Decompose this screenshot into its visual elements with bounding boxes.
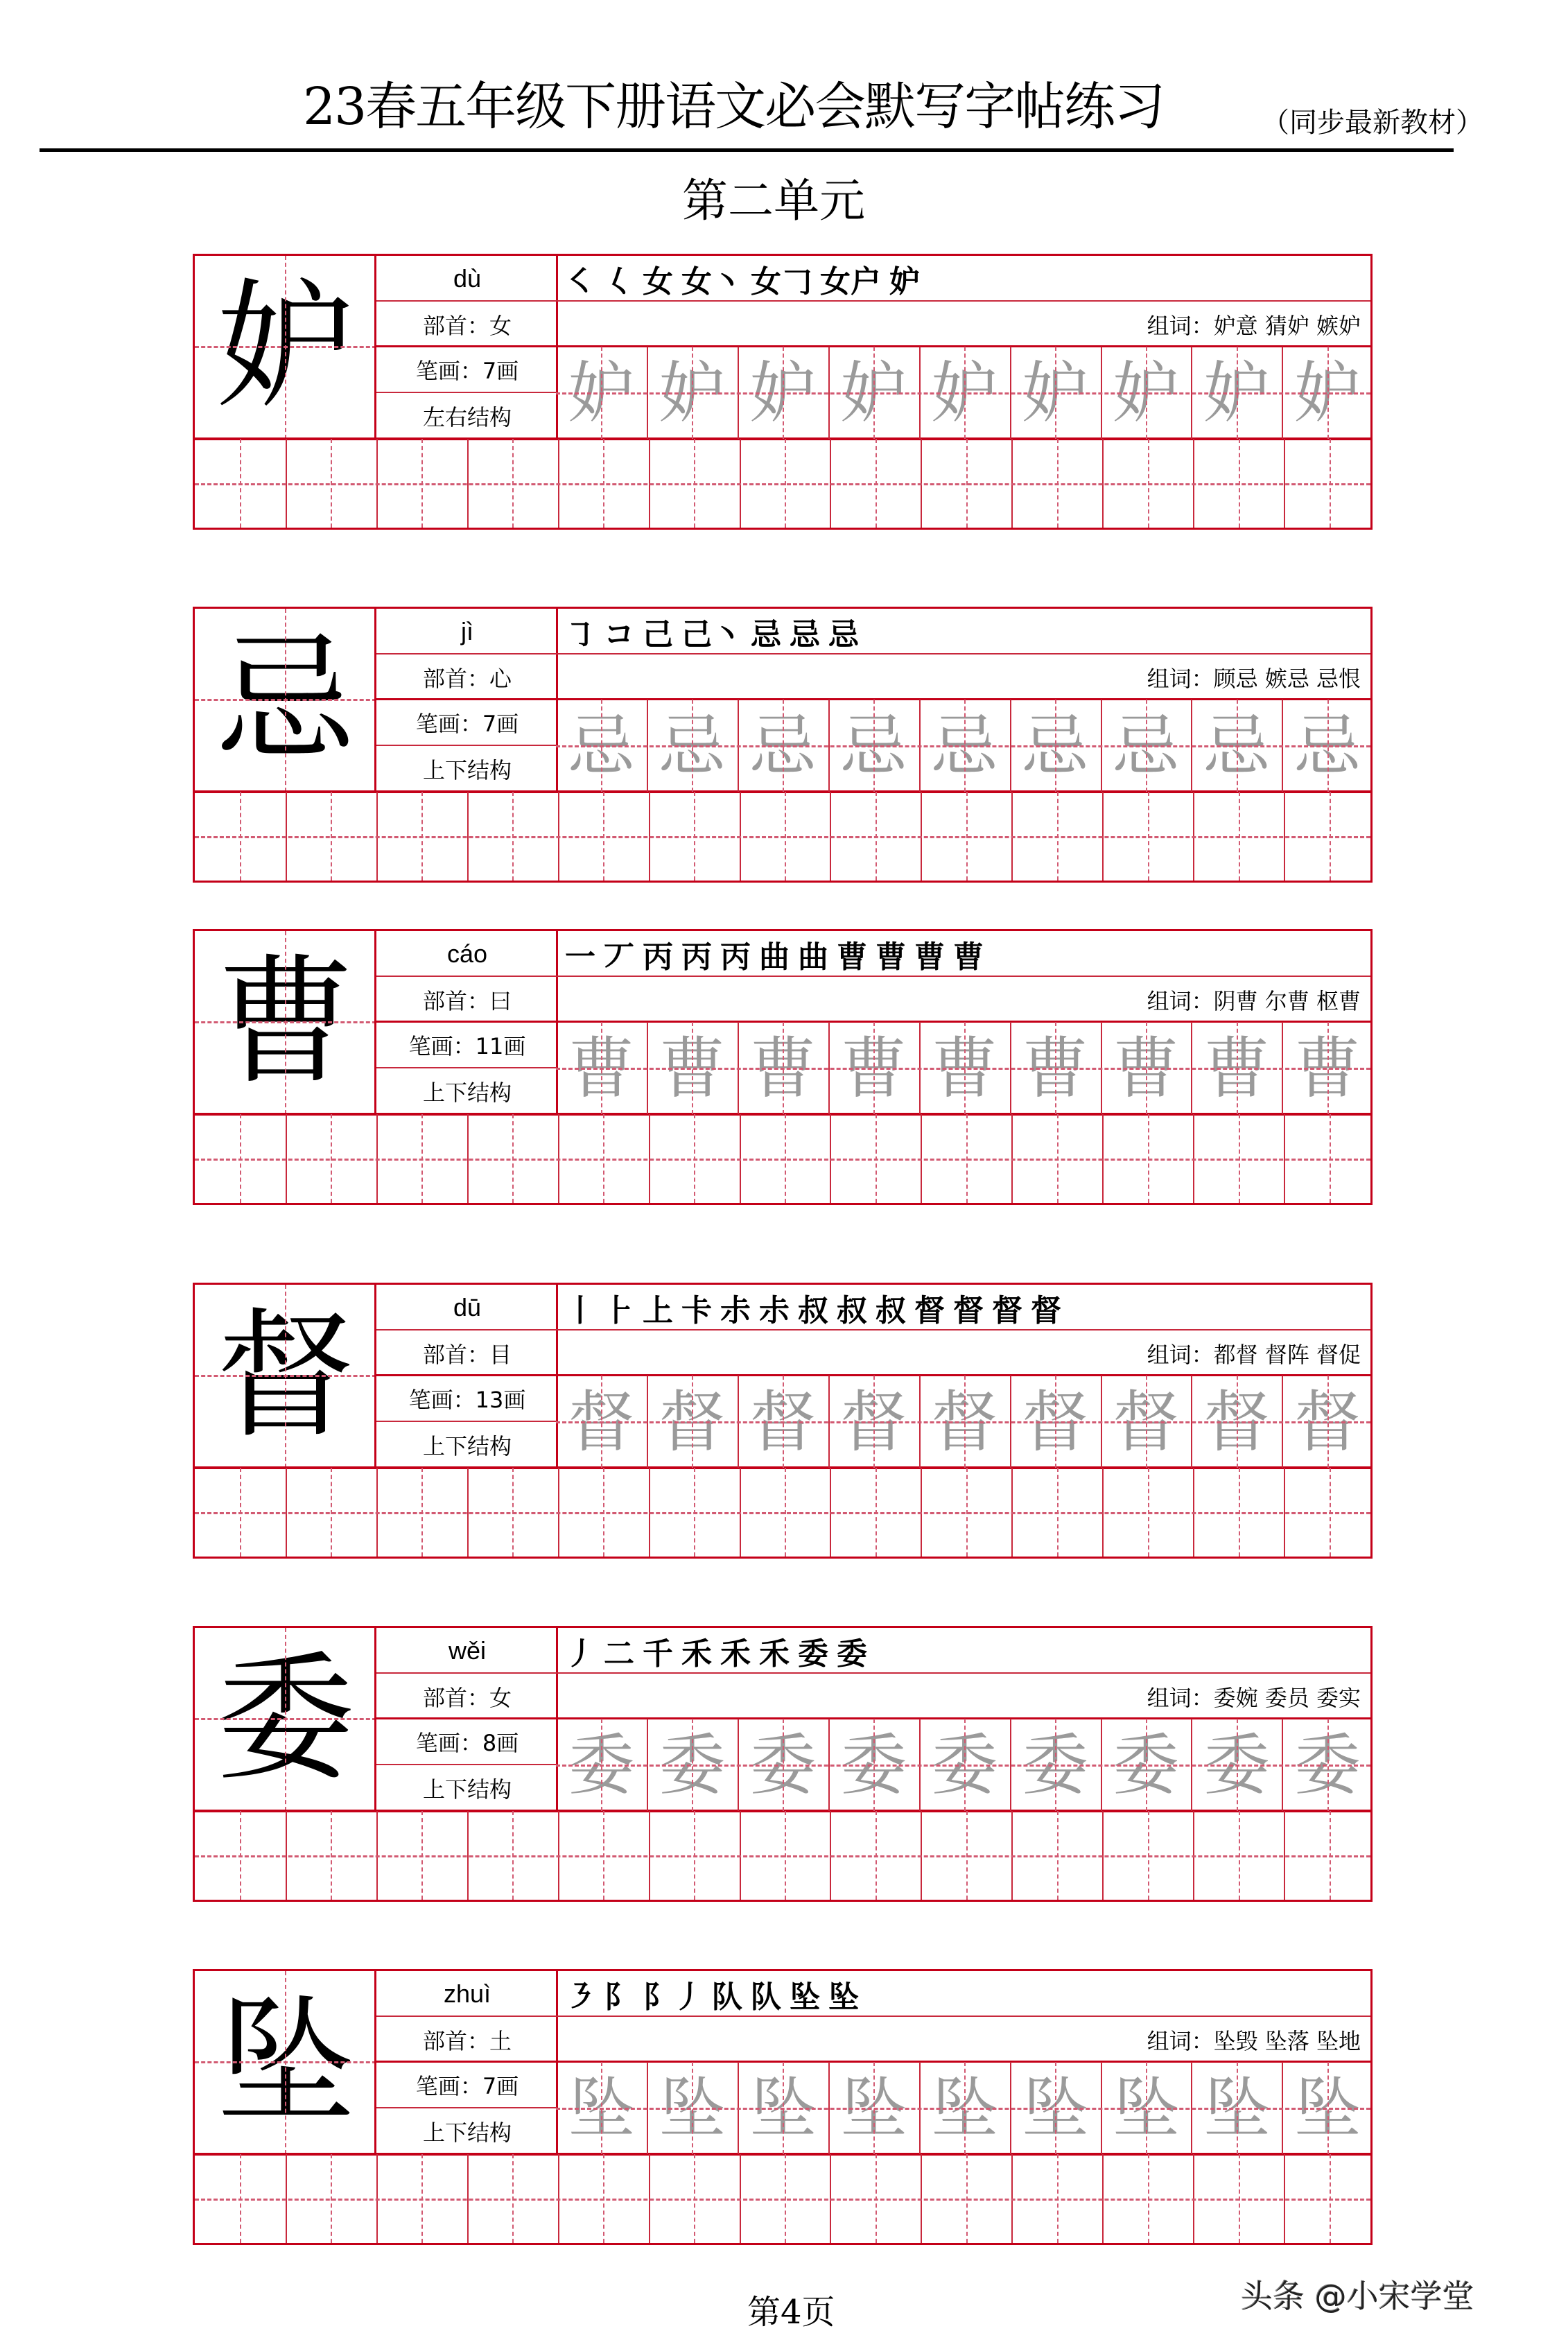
trace-cell[interactable]: 忌 [568,707,635,785]
guide-dash [195,699,376,701]
stroke-step: ㇛ [565,264,595,300]
example-words: 组词：顾忌 嫉忌 忌恨 [1147,666,1361,692]
trace-cell[interactable]: 坠 [1022,2069,1089,2147]
trace-cell[interactable]: 妒 [1113,354,1180,432]
stroke-step: 丙 [720,939,751,975]
stroke-step: 禾 [681,1636,712,1672]
stroke-step: 尗 [720,1293,751,1328]
trace-cell[interactable]: 坠 [568,2069,635,2147]
guide-dash [556,1068,1370,1070]
stroke-step: 丙 [643,939,673,975]
guide-dash [195,1375,376,1377]
trace-cell[interactable]: 曹 [749,1029,817,1107]
stroke-count: 笔画：11画 [408,1033,526,1059]
trace-cell[interactable]: 委 [568,1726,635,1804]
model-character: 督 [216,1295,355,1457]
worksheet-subtitle: （同步最新教材） [1262,107,1483,139]
stroke-step: 叔 [876,1293,906,1328]
stroke-count: 笔画：13画 [408,1387,526,1413]
pinyin: zhuì [443,1979,491,2008]
model-character: 曹 [216,942,355,1103]
stroke-step: 忌 [751,617,781,652]
guide-dash [195,1159,1370,1161]
stroke-step: 上 [643,1293,673,1328]
stroke-count: 笔画：7画 [415,711,519,737]
stroke-step: 曹 [837,939,867,975]
stroke-step: 一 [565,939,595,975]
character-block [193,254,1373,530]
trace-cell[interactable]: 坠 [659,2069,726,2147]
stroke-step: 坠 [828,1979,859,2015]
trace-cell[interactable]: 曹 [1022,1029,1089,1107]
trace-cell[interactable]: 忌 [1203,707,1270,785]
trace-cell[interactable]: 忌 [659,707,726,785]
example-words: 组词：阴曹 尔曹 枢曹 [1147,988,1361,1014]
stroke-step: 禾 [759,1636,790,1672]
structure: 上下结构 [422,1433,512,1459]
stroke-step: 曹 [876,939,906,975]
trace-cell[interactable]: 督 [659,1382,726,1461]
trace-cell[interactable]: 忌 [749,707,817,785]
stroke-order [565,256,920,302]
stroke-step: 丆 [604,939,634,975]
model-character: 妒 [216,266,355,428]
page-number: 第4页 [747,2293,835,2332]
trace-cell[interactable]: 忌 [931,707,998,785]
pinyin: dù [453,264,482,293]
guide-dash [195,2061,376,2063]
guide-dash [195,1718,376,1720]
unit-heading [0,173,1568,229]
stroke-step: 二 [604,1636,634,1672]
stroke-step: 队 [712,1979,742,2015]
trace-cell[interactable]: 妒 [1022,354,1089,432]
stroke-step: 委 [798,1636,828,1672]
structure: 上下结构 [422,757,512,783]
guide-dash [195,483,1370,485]
stroke-step: 曹 [953,939,984,975]
stroke-step: 曲 [759,939,790,975]
trace-cell[interactable]: 曹 [931,1029,998,1107]
stroke-step: 督 [992,1293,1022,1328]
structure: 左右结构 [422,404,512,431]
trace-cell[interactable]: 妒 [659,354,726,432]
model-character: 忌 [216,619,355,781]
guide-dash [556,1421,1370,1423]
stroke-step: 卡 [681,1293,712,1328]
structure: 上下结构 [422,1080,512,1106]
guide-dash [195,1021,376,1023]
stroke-step: 督 [914,1293,945,1328]
stroke-step: 禾 [720,1636,751,1672]
stroke-step: 尗 [759,1293,790,1328]
radical: 部首：女 [422,1685,512,1711]
stroke-step: 队 [751,1979,781,2015]
model-character: 委 [216,1638,355,1800]
radical: 部首：心 [422,666,512,692]
stroke-step: 委 [837,1636,867,1672]
trace-cell[interactable]: 督 [749,1382,817,1461]
guide-dash [195,2199,1370,2201]
stroke-step: 督 [1031,1293,1061,1328]
stroke-step: 𡿨 [604,264,634,300]
character-block [193,1626,1373,1902]
pinyin: cáo [446,939,488,968]
trace-cell[interactable]: 坠 [1203,2069,1270,2147]
stroke-step: 妒 [889,264,920,300]
stroke-step: 丨 [565,1293,595,1328]
stroke-step: 女𠃌 [751,264,812,300]
trace-cell[interactable]: 督 [1203,1382,1270,1461]
radical: 部首：女 [422,313,512,339]
trace-cell[interactable]: 督 [931,1382,998,1461]
trace-cell[interactable]: 坠 [749,2069,817,2147]
stroke-step: 曲 [798,939,828,975]
stroke-count: 笔画：7画 [415,2073,519,2099]
structure: 上下结构 [422,2120,512,2146]
trace-cell[interactable]: 督 [1022,1382,1089,1461]
trace-cell[interactable]: 委 [659,1726,726,1804]
stroke-step: 己 [643,617,673,652]
trace-cell[interactable]: 曹 [840,1029,907,1107]
stroke-step: 叔 [798,1293,828,1328]
stroke-step: 己丶 [681,617,742,652]
stroke-step: 忌 [828,617,859,652]
trace-cell[interactable]: 妒 [1293,354,1361,432]
guide-dash [556,1765,1370,1767]
unit-label: 第二单元 [682,174,865,227]
structure: 上下结构 [422,1776,512,1803]
stroke-order [565,931,984,977]
trace-cell[interactable]: 曹 [568,1029,635,1107]
stroke-step: ㇋ [565,1979,595,2015]
trace-cell[interactable]: 坠 [1113,2069,1180,2147]
guide-dash [556,392,1370,395]
character-block [193,607,1373,883]
stroke-order [565,1628,867,1674]
pinyin: jì [461,617,473,645]
watermark: 头条 @小宋学堂 [1241,2278,1474,2315]
trace-cell[interactable]: 妒 [1203,354,1270,432]
guide-dash [195,346,376,348]
stroke-step: 丿 [565,1636,595,1672]
stroke-step: 阝 [604,1979,634,2015]
trace-cell[interactable]: 曹 [659,1029,726,1107]
trace-cell[interactable]: 委 [1113,1726,1180,1804]
trace-cell[interactable]: 委 [1203,1726,1270,1804]
trace-cell[interactable]: 坠 [931,2069,998,2147]
guide-dash [195,1855,1370,1857]
trace-cell[interactable]: 妒 [931,354,998,432]
trace-cell[interactable]: 妒 [568,354,635,432]
radical: 部首：目 [422,1342,512,1368]
stroke-step: 丙 [681,939,712,975]
stroke-step: 千 [643,1636,673,1672]
pinyin: dū [453,1293,482,1321]
trace-cell[interactable]: 委 [931,1726,998,1804]
stroke-order [565,1285,1061,1330]
stroke-step: 忌 [790,617,820,652]
character-block [193,1283,1373,1559]
trace-cell[interactable]: 督 [1113,1382,1180,1461]
trace-cell[interactable]: 曹 [1293,1029,1361,1107]
stroke-step: コ [604,617,634,652]
example-words: 组词：妒意 猜妒 嫉妒 [1147,313,1361,339]
trace-cell[interactable]: 妒 [840,354,907,432]
trace-cell[interactable]: 委 [1293,1726,1361,1804]
trace-cell[interactable]: 曹 [1203,1029,1270,1107]
trace-cell[interactable]: 忌 [840,707,907,785]
stroke-step: 坠 [790,1979,820,2015]
stroke-count: 笔画：7画 [415,358,519,384]
stroke-count: 笔画：8画 [415,1730,519,1756]
pinyin: wěi [448,1636,487,1665]
trace-cell[interactable]: 妒 [749,354,817,432]
stroke-step: 女户 [820,264,881,300]
character-block [193,929,1373,1205]
trace-cell[interactable]: 委 [840,1726,907,1804]
example-words: 组词：坠毁 坠落 坠地 [1147,2028,1361,2054]
stroke-step: 女 [643,264,673,300]
stroke-step: ㇆ [565,617,595,652]
header-divider [40,148,1454,152]
trace-cell[interactable]: 忌 [1293,707,1361,785]
stroke-step: 阝丿 [643,1979,704,2015]
stroke-step: 督 [953,1293,984,1328]
radical: 部首：曰 [422,988,512,1014]
example-words: 组词：都督 督阵 督促 [1147,1342,1361,1368]
guide-dash [195,836,1370,838]
guide-dash [556,745,1370,747]
trace-cell[interactable]: 忌 [1113,707,1180,785]
trace-cell[interactable]: 委 [1022,1726,1089,1804]
radical: 部首：土 [422,2028,512,2054]
trace-cell[interactable]: 曹 [1113,1029,1180,1107]
trace-cell[interactable]: 督 [568,1382,635,1461]
guide-dash [195,1512,1370,1514]
stroke-order [565,1971,859,2017]
example-words: 组词：委婉 委员 委实 [1147,1685,1361,1711]
stroke-step: 叔 [837,1293,867,1328]
trace-cell[interactable]: 坠 [1293,2069,1361,2147]
stroke-step: 女丶 [681,264,742,300]
trace-cell[interactable]: 坠 [840,2069,907,2147]
trace-cell[interactable]: 委 [749,1726,817,1804]
trace-cell[interactable]: 忌 [1022,707,1089,785]
stroke-step: 曹 [914,939,945,975]
guide-dash [556,2108,1370,2110]
model-character: 坠 [216,1982,355,2143]
worksheet-title: 23春五年级下册语文必会默写字帖练习 [303,77,1165,137]
character-block [193,1969,1373,2245]
stroke-step: ⺊ [604,1293,634,1328]
stroke-order [565,609,859,655]
trace-cell[interactable]: 督 [840,1382,907,1461]
trace-cell[interactable]: 督 [1293,1382,1361,1461]
